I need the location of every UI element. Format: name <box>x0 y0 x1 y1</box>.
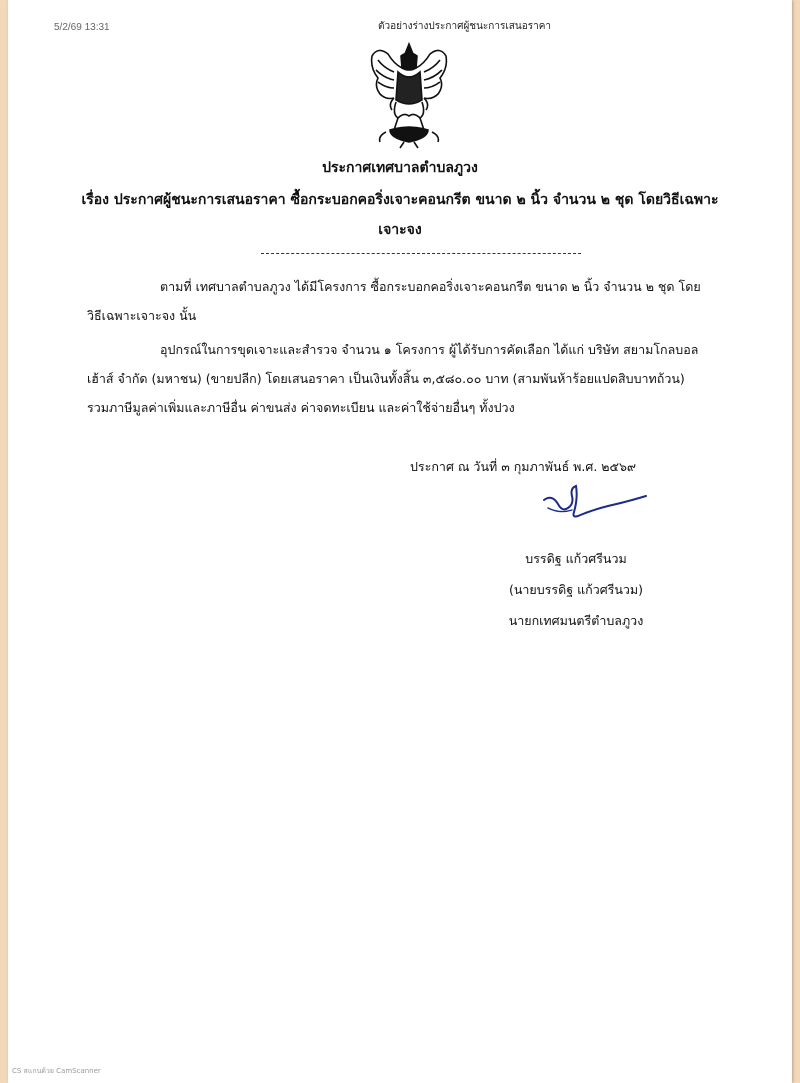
handwritten-signature <box>538 478 658 528</box>
paragraph-2-line-3: รวมภาษีมูลค่าเพิ่มและภาษีอื่น ค่าขนส่ง ค่าจดทะเบียน และค่าใช้จ่ายอื่นๆ ทั้งปวง <box>87 400 515 415</box>
paragraph-1-line-2: วิธีเฉพาะเจาะจง นั้น <box>87 308 197 323</box>
signatory-name: บรรดิฐ แก้วศรีนวม <box>525 551 627 566</box>
subject-line-2: เจาะจง <box>378 222 422 238</box>
scanner-watermark: CS สแกนด้วย CamScanner <box>12 1067 101 1075</box>
document-title: ประกาศเทศบาลตำบลภูวง <box>322 160 478 176</box>
signatory-position: นายกเทศมนตรีตำบลภูวง <box>508 613 644 628</box>
draft-label: ตัวอย่างร่างประกาศผู้ชนะการเสนอราคา <box>378 21 551 32</box>
paragraph-2-line-2: เฮ้าส์ จำกัด (มหาชน) (ขายปลีก) โดยเสนอราคา เป็นเงินทั้งสิ้น ๓,๕๘๐.๐๐ บาท (สามพันห้าร้อยแปดสิบบาทถ้วน) <box>87 371 685 386</box>
paragraph-1-line-1: ตามที่ เทศบาลตำบลภูวง ได้มีโครงการ ซื้อกระบอกคอริ่งเจาะคอนกรีต ขนาด ๒ นิ้ว จำนวน ๒ ชุด โดย <box>160 279 701 294</box>
subject-line-1: เรื่อง ประกาศผู้ชนะการเสนอราคา ซื้อกระบอกคอริ่งเจาะคอนกรีต ขนาด ๒ นิ้ว จำนวน ๒ ชุด โดยวิธีเฉพาะ <box>81 192 719 208</box>
divider-line <box>261 253 581 254</box>
announcement-date: ประกาศ ณ วันที่ ๓ กุมภาพันธ์ พ.ศ. ๒๕๖๙ <box>410 459 637 474</box>
signatory-full-name: (นายบรรดิฐ แก้วศรีนวม) <box>508 582 644 597</box>
garuda-emblem-icon <box>364 38 454 150</box>
paragraph-2-line-1: อุปกรณ์ในการขุดเจาะและสำรวจ จำนวน ๑ โครงการ ผู้ได้รับการคัดเลือก ได้แก่ บริษัท สยามโกลบอล <box>160 342 699 357</box>
document-page <box>8 0 792 1083</box>
print-timestamp: 5/2/69 13:31 <box>54 22 110 33</box>
